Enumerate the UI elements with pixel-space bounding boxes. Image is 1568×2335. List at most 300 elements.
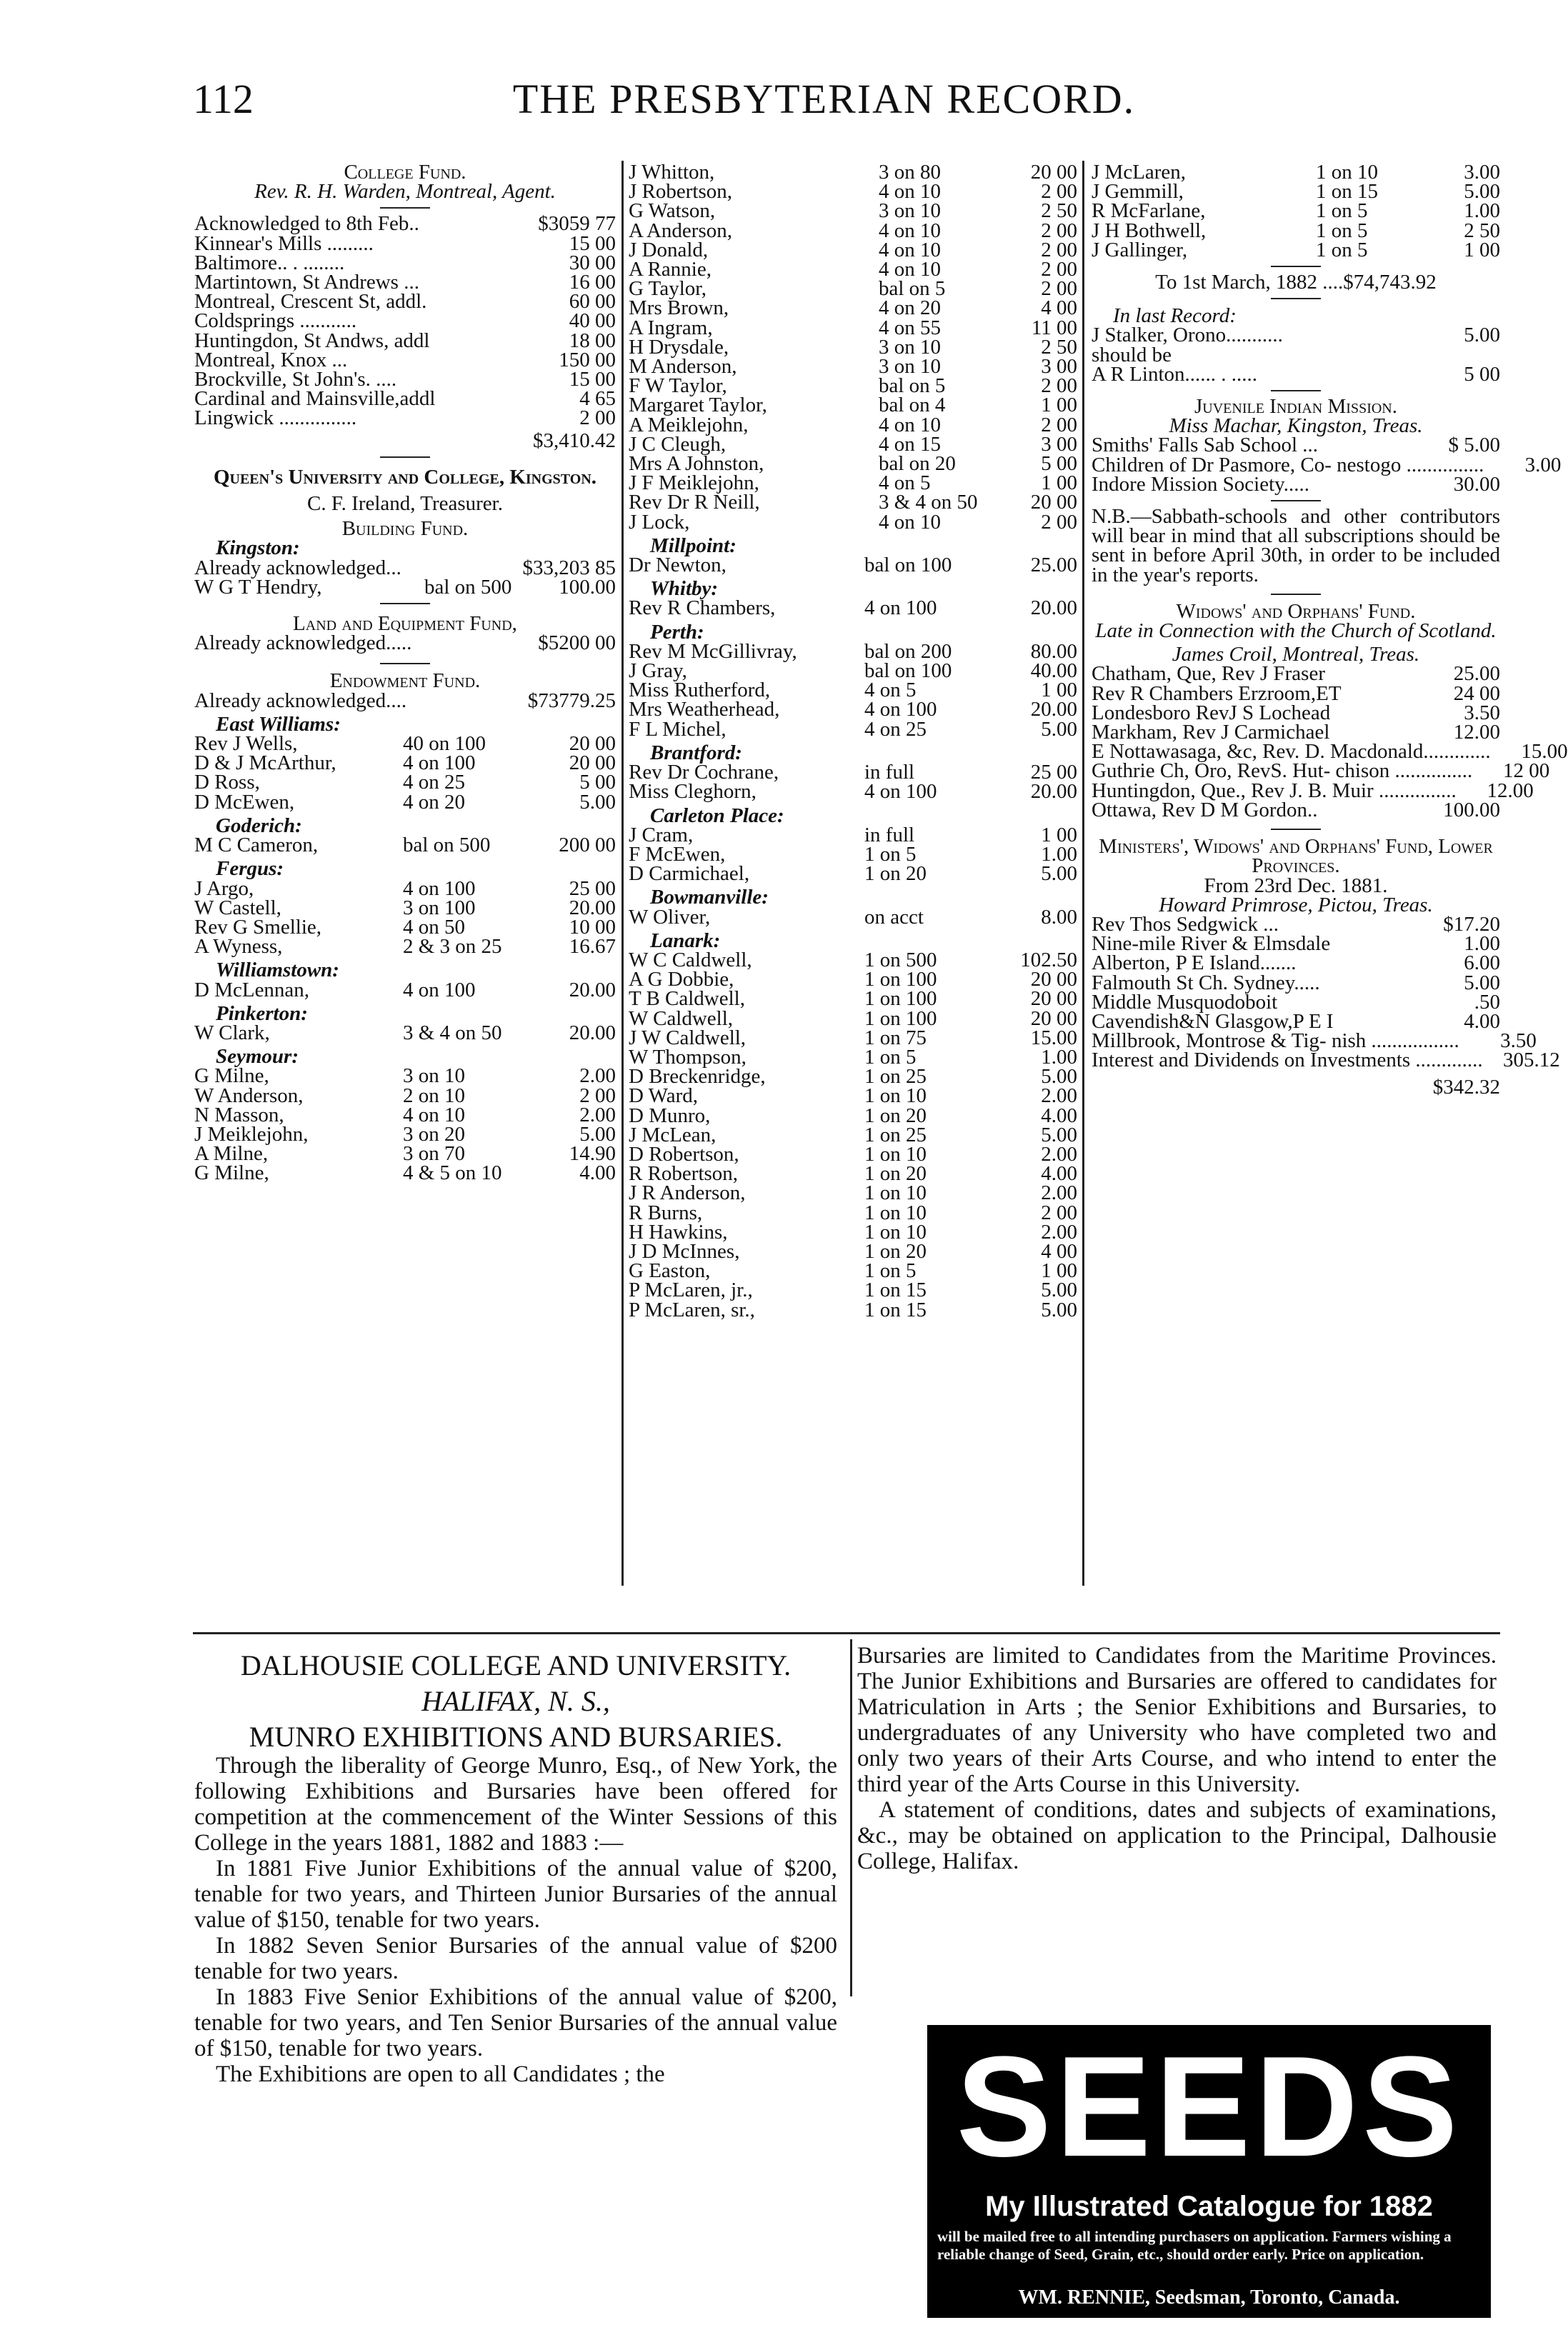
entry-detail: 4 on 100	[864, 596, 937, 620]
entry-detail: 3 on 10	[879, 199, 941, 223]
entry-name: J McLean,	[629, 1123, 716, 1146]
entry-detail: 4 on 100	[403, 978, 476, 1001]
entry-amount: 4 00	[1041, 296, 1077, 320]
entry-amount: 20 00	[569, 732, 616, 756]
entry-amount: $17.20	[1443, 912, 1500, 936]
entry-amount: $3059 77	[538, 212, 616, 236]
entry-amount: 20.00	[1030, 780, 1077, 804]
list-item	[194, 370, 616, 389]
entry-detail: bal on 100	[864, 659, 952, 683]
list-item	[194, 214, 616, 234]
entry-detail: 1 on 20	[864, 1239, 927, 1263]
entry-amount: 1.00	[1041, 842, 1077, 866]
entry-amount: 3 00	[1041, 432, 1077, 456]
entry-amount: 16 00	[569, 271, 616, 294]
entry-name: Mrs A Johnston,	[629, 452, 764, 476]
seeds-catalogue: My Illustrated Catalogue for 1882	[985, 2191, 1433, 2222]
entry-amount: 5.00	[1464, 324, 1500, 347]
entry-name: D Ross,	[194, 771, 260, 794]
list-item	[629, 396, 1077, 415]
entry-amount: 2 50	[1464, 219, 1500, 242]
list-item	[629, 221, 1077, 241]
column-right	[1092, 161, 1568, 1099]
entry-name: J W Caldwell,	[629, 1026, 746, 1049]
entry-amount: 3.50	[1464, 701, 1500, 724]
list-item	[194, 773, 616, 792]
endowment-fund-heading: Endowment Fund.	[329, 669, 481, 693]
entry-name: G Milne,	[194, 1161, 269, 1185]
list-item	[1092, 180, 1500, 204]
entry-detail: 4 on 50	[403, 915, 465, 939]
entry-name: J Gemmill,	[1092, 180, 1184, 204]
entry-amount: 20 00	[1030, 987, 1077, 1011]
entry-name: Alberton, P E Island.......	[1092, 951, 1297, 975]
entry-name: Kinnear's Mills .........	[194, 231, 374, 255]
rule	[1271, 829, 1321, 830]
ministers-heading: Ministers', Widows' and Orphans' Fund, Lower Provinces.	[1099, 835, 1493, 878]
journal-title: THE PRESBYTERIAN RECORD.	[512, 76, 1136, 122]
list-item	[1092, 1009, 1500, 1033]
entry-name: H Hawkins,	[629, 1220, 728, 1244]
column-middle	[629, 163, 1077, 1320]
entry-amount: 15 00	[569, 231, 616, 255]
entry-name: Already acknowledged...	[194, 556, 401, 579]
entry-name: D McLennan,	[194, 978, 310, 1001]
list-item	[1092, 740, 1568, 764]
entry-name: Miss Cleghorn,	[629, 780, 756, 804]
entry-name: F L Michel,	[629, 717, 726, 741]
list-item	[629, 260, 1077, 279]
list-item	[194, 915, 616, 939]
entry-amount: 15.00	[1030, 1026, 1077, 1049]
dalhousie-r1: Bursaries are limited to Candidates from the Maritime Provinces. The Junior Exhibitions and Bursaries are offered to candidates for Matriculation in Arts ; the Senior Exhibitions and Bursaries, to undergraduates of any University who have completed two and only two years of their Arts Course, and who intend to enter the third year of the Arts Course in this University.	[857, 1643, 1497, 1797]
ministers-list	[1092, 912, 1560, 1072]
entry-amount: 150 00	[559, 348, 616, 371]
entry-name: Interest and Dividends on Investments .............	[1092, 1049, 1483, 1072]
entry-amount: 11 00	[1031, 316, 1077, 339]
entry-name: D Munro,	[629, 1104, 711, 1127]
list-item	[1092, 326, 1500, 345]
entry-name: Ottawa, Rev D M Gordon..	[1092, 798, 1318, 821]
entry-detail: 3 on 10	[879, 355, 941, 379]
endowment-fund-row: Already acknowledged.... $73779.25	[194, 689, 616, 712]
entry-name: W Clark,	[194, 1021, 270, 1044]
entry-name: M Anderson,	[629, 355, 737, 379]
entry-amount: 1 00	[1041, 394, 1077, 417]
rule	[1271, 266, 1321, 267]
entry-amount: 15 00	[569, 368, 616, 391]
entry-amount: $ 5.00	[1448, 434, 1500, 457]
list-item	[629, 948, 1077, 971]
entry-amount: 2 00	[1041, 219, 1077, 242]
entry-name: W G T Hendry,	[194, 575, 322, 599]
dalhousie-p5: The Exhibitions are open to all Candidates ; the	[216, 2061, 665, 2087]
entry-amount: 2 00	[1041, 510, 1077, 534]
entry-detail: bal on 200	[864, 639, 952, 663]
place-heading: Pinkerton:	[216, 1001, 308, 1025]
list-item	[1092, 1049, 1560, 1072]
list-item	[1092, 759, 1550, 783]
entry-name: Coldsprings ...........	[194, 309, 357, 333]
entry-name: Rev G Smellie,	[194, 915, 322, 939]
entry-amount: 5.00	[1041, 862, 1077, 886]
entry-name: Londesboro RevJ S Lochead	[1092, 701, 1331, 724]
juvenile-treasurer: Miss Machar, Kingston, Treas.	[1169, 414, 1423, 438]
entry-amount: 8.00	[1041, 905, 1077, 929]
contributors-list-continued	[1092, 163, 1500, 260]
entry-detail: 1 on 500	[864, 948, 937, 971]
list-item	[629, 335, 1077, 359]
entry-amount: 2 00	[1041, 258, 1077, 281]
entry-name: Smiths' Falls Sab School ...	[1092, 434, 1319, 457]
list-item	[1092, 681, 1500, 705]
entry-detail: 4 on 10	[879, 238, 941, 261]
list-item	[194, 978, 616, 1001]
rule	[380, 603, 430, 604]
entry-detail: 3 on 20	[403, 1122, 465, 1146]
entry-name: N Masson,	[194, 1103, 284, 1126]
entry-name: A Anderson,	[629, 219, 732, 242]
entry-amount: 20.00	[569, 1021, 616, 1044]
queens-heading: Queen's University and College, Kingston.	[213, 465, 597, 489]
entry-detail: 4 on 100	[864, 698, 937, 721]
list-item	[629, 432, 1077, 456]
entry-name: Falmouth St Ch. Sydney.....	[1092, 971, 1320, 994]
entry-amount: 1.00	[1041, 1045, 1077, 1069]
entry-name: A Ingram,	[629, 316, 713, 339]
ministers-from: From 23rd Dec. 1881.	[1204, 874, 1388, 897]
entry-amount: 2.00	[1041, 1181, 1077, 1205]
entry-amount: 5.00	[1041, 1123, 1077, 1146]
entry-detail: 1 on 20	[864, 1162, 927, 1186]
entry-amount: 100.00	[1443, 798, 1500, 821]
list-item	[629, 1201, 1077, 1224]
contributors-groups	[629, 536, 1077, 1320]
entry-amount: 5.00	[1464, 180, 1500, 204]
entry-amount: 15.00	[1521, 740, 1568, 764]
entry-amount: 12.00	[1487, 779, 1534, 802]
list-item	[194, 876, 616, 900]
entry-name: Rev Dr Cochrane,	[629, 761, 779, 784]
entry-name: Middle Musquodoboit	[1092, 990, 1278, 1014]
place-heading: Brantford:	[650, 741, 742, 764]
list-item	[629, 1123, 1077, 1146]
list-item	[629, 1045, 1077, 1069]
list-item	[1092, 779, 1534, 802]
entry-amount: 5.00	[1041, 1065, 1077, 1089]
entry-name: Mrs Weatherhead,	[629, 698, 780, 721]
list-item	[1092, 912, 1500, 936]
entry-amount: 2.00	[579, 1103, 616, 1126]
list-item	[629, 989, 1077, 1009]
rule	[1271, 500, 1321, 501]
entry-amount: .50	[1474, 990, 1500, 1014]
entry-amount: 1 00	[1041, 823, 1077, 846]
list-item	[629, 905, 1077, 929]
entry-amount: 5.00	[579, 790, 616, 814]
entry-detail: bal on 5	[879, 374, 946, 398]
entry-detail: 3 on 10	[879, 335, 941, 359]
list-item	[194, 790, 616, 814]
place-kingston: Kingston:	[216, 536, 300, 560]
entry-name: Baltimore.. . ........	[194, 251, 345, 274]
entry-amount: 2 50	[1041, 335, 1077, 359]
entry-amount: 2 00	[1041, 413, 1077, 436]
entry-name: Rev Dr R Neill,	[629, 491, 760, 514]
dalhousie-notice-continued	[857, 1643, 1497, 1874]
entry-name: J Robertson,	[629, 180, 732, 204]
land-fund-row: Already acknowledged..... $5200 00	[194, 631, 616, 655]
entry-detail: 1 on 15	[864, 1298, 927, 1321]
place-heading: Perth:	[650, 620, 704, 644]
entry-amount: 2 00	[1041, 180, 1077, 204]
rule	[1271, 298, 1321, 299]
list-item	[1092, 701, 1500, 724]
list-item	[629, 454, 1077, 474]
building-fund-list	[194, 556, 616, 599]
entry-amount: 5.00	[1041, 1298, 1077, 1321]
entry-name: H Drysdale,	[629, 335, 729, 359]
list-item	[629, 970, 1077, 989]
page-header	[193, 75, 1455, 139]
entry-detail: 4 on 100	[403, 876, 476, 900]
list-item	[1092, 971, 1500, 994]
list-item	[629, 1220, 1077, 1244]
list-item	[194, 331, 616, 351]
entry-amount: 20.00	[1030, 596, 1077, 620]
entry-amount: 3.00	[1464, 161, 1500, 184]
entry-detail: 1 on 25	[864, 1065, 927, 1089]
widows-heading: Widows' and Orphans' Fund.	[1176, 599, 1416, 623]
entry-detail: 4 on 10	[879, 258, 941, 281]
entry-name: Montreal, Knox ...	[194, 348, 348, 371]
list-item	[629, 1065, 1077, 1089]
list-item	[629, 864, 1077, 884]
entry-detail: in full	[864, 823, 915, 846]
entry-name: G Watson,	[629, 199, 716, 223]
place-heading: Goderich:	[216, 814, 302, 837]
entry-detail: 4 on 100	[403, 751, 476, 775]
entry-amount: 20 00	[1030, 968, 1077, 991]
entry-detail: 4 on 5	[864, 679, 917, 702]
entry-detail: 4 on 10	[879, 510, 941, 534]
entry-name: A Milne,	[194, 1142, 269, 1166]
seeds-small-print: will be mailed free to all intending purchasers on application. Farmers wishing a reliable change of Seed, Grain, etc., should order early. Price on application.	[937, 2228, 1452, 2263]
entry-amount: 16.67	[569, 935, 616, 959]
dalhousie-title: DALHOUSIE COLLEGE AND UNIVERSITY.	[240, 1649, 792, 1681]
college-fund-list	[194, 214, 616, 428]
place-heading: Millpoint:	[650, 534, 736, 557]
list-item	[1092, 990, 1500, 1014]
list-item	[629, 279, 1077, 299]
entry-amount: 200 00	[559, 834, 616, 857]
list-item	[194, 231, 616, 255]
list-item	[629, 1261, 1077, 1281]
entry-name: D Carmichael,	[629, 862, 750, 886]
entry-amount: 2 00	[579, 406, 616, 430]
entry-name: R McFarlane,	[1092, 199, 1206, 223]
entry-name: D Ward,	[629, 1084, 698, 1108]
entry-amount: 100.00	[559, 575, 616, 599]
entry-amount: 5 00	[579, 771, 616, 794]
list-item	[1092, 221, 1500, 241]
entry-name: Montreal, Crescent St, addl.	[194, 290, 427, 314]
entry-amount: 25.00	[1453, 662, 1500, 686]
place-heading: Bowmanville:	[650, 886, 769, 909]
entry-detail: 3 on 70	[403, 1142, 465, 1166]
entry-amount: 20 00	[569, 751, 616, 775]
entry-detail: on acct	[864, 905, 924, 929]
entry-amount: 20 00	[1030, 161, 1077, 184]
entry-detail: bal on 5	[879, 277, 946, 301]
dalhousie-notice	[194, 1650, 837, 2087]
entry-detail: 2 on 10	[403, 1084, 465, 1107]
entry-name: should be	[1092, 343, 1172, 366]
entry-detail: 1 on 75	[864, 1026, 927, 1049]
entry-amount: 2 00	[1041, 374, 1077, 398]
entry-detail: 4 on 15	[879, 432, 941, 456]
entry-detail: bal on 4	[879, 394, 946, 417]
entry-name: P McLaren, jr.,	[629, 1279, 753, 1302]
entry-amount: 10 00	[569, 915, 616, 939]
entry-name: D Robertson,	[629, 1142, 739, 1166]
entry-name: Margaret Taylor,	[629, 394, 767, 417]
entry-detail: 1 on 5	[1316, 219, 1368, 242]
list-item	[194, 1144, 616, 1164]
list-item	[629, 163, 1077, 182]
entry-detail: 1 on 5	[864, 1259, 917, 1283]
rule	[380, 207, 430, 209]
building-fund-heading: Building Fund.	[341, 517, 469, 541]
entry-name: Miss Rutherford,	[629, 679, 771, 702]
entry-name: D & J McArthur,	[194, 751, 336, 775]
list-item	[629, 1298, 1077, 1321]
column-left	[194, 163, 616, 1184]
entry-name: J Donald,	[629, 238, 709, 261]
entry-name: D McEwen,	[194, 790, 295, 814]
entry-detail: 3 on 100	[403, 896, 476, 919]
juvenile-list	[1092, 434, 1562, 496]
dalhousie-p2: In 1881 Five Junior Exhibitions of the annual value of $200, tenable for two years, and Thirteen Junior Bursaries of the annual value of $150, tenable for two years.	[194, 1856, 837, 1933]
entry-amount: 5 00	[1041, 452, 1077, 476]
widows-list	[1092, 662, 1568, 821]
list-item	[629, 413, 1077, 436]
list-item	[194, 896, 616, 919]
list-item	[629, 596, 1077, 620]
seeds-advertisement	[927, 2025, 1491, 2318]
entry-amount: 4.00	[1041, 1104, 1077, 1127]
entry-name: J R Anderson,	[629, 1181, 746, 1205]
entry-name: F McEwen,	[629, 842, 726, 866]
entry-detail: bal on 500	[424, 575, 512, 599]
section-divider	[193, 1632, 1500, 1634]
entry-detail: 2 & 3 on 25	[403, 935, 502, 959]
entry-detail: 40 on 100	[403, 732, 486, 756]
list-item	[629, 238, 1077, 261]
entry-amount: 305.12	[1502, 1049, 1560, 1072]
entry-amount: 5.00	[579, 1122, 616, 1146]
list-item	[194, 734, 616, 754]
list-item	[629, 556, 1077, 575]
entry-detail: 1 on 100	[864, 1006, 937, 1030]
entry-name: A G Dobbie,	[629, 968, 734, 991]
list-item	[629, 510, 1077, 534]
rule	[1271, 594, 1321, 595]
place-heading: Fergus:	[216, 857, 284, 881]
entry-amount: 12 00	[1503, 759, 1550, 783]
entry-amount: 1.00	[1464, 932, 1500, 956]
list-item	[629, 681, 1077, 700]
entry-name: G Taylor,	[629, 277, 707, 301]
entry-name: W Castell,	[194, 896, 281, 919]
entry-name: W C Caldwell,	[629, 948, 752, 971]
list-item	[629, 355, 1077, 379]
list-item	[629, 763, 1077, 782]
entry-amount: 4 00	[1041, 1239, 1077, 1263]
entry-detail: 1 on 10	[864, 1181, 927, 1205]
list-item	[1092, 453, 1562, 476]
entry-name: Huntingdon, Que., Rev J. B. Muir ...............	[1092, 779, 1457, 802]
entry-amount: 30 00	[569, 251, 616, 274]
entry-amount: 4.00	[1464, 1009, 1500, 1033]
entry-name: J D McInnes,	[629, 1239, 740, 1263]
list-item	[1092, 798, 1500, 821]
list-item	[629, 1181, 1077, 1205]
list-item	[629, 661, 1077, 681]
entry-amount: 60 00	[569, 290, 616, 314]
entry-amount: 25.00	[1030, 554, 1077, 577]
entry-amount: 20 00	[1030, 1006, 1077, 1030]
entry-detail: 4 on 10	[879, 219, 941, 242]
entry-detail: bal on 100	[864, 554, 952, 577]
entry-name: A Wyness,	[194, 935, 283, 959]
entry-name: Children of Dr Pasmore, Co- nestogo ...............	[1092, 453, 1484, 476]
contributors-list	[629, 163, 1077, 532]
list-item	[1092, 362, 1500, 386]
list-item	[194, 1103, 616, 1126]
entry-name: G Milne,	[194, 1064, 269, 1088]
list-item	[629, 201, 1077, 221]
entry-detail: 1 on 100	[864, 968, 937, 991]
total-to-march: To 1st March, 1882 ....$74,743.92	[1155, 271, 1437, 294]
list-item	[629, 1106, 1077, 1126]
entry-amount: 1 00	[1464, 238, 1500, 261]
list-item	[629, 1006, 1077, 1030]
entry-amount: 6.00	[1464, 951, 1500, 975]
entry-amount: 18 00	[569, 329, 616, 352]
entry-amount: 2.00	[1041, 1142, 1077, 1166]
entry-amount: 80.00	[1030, 639, 1077, 663]
entry-name: Lingwick ...............	[194, 406, 357, 430]
list-item	[629, 842, 1077, 866]
seeds-address: WM. RENNIE, Seedsman, Toronto, Canada.	[1018, 2286, 1400, 2309]
entry-amount: 1 00	[1041, 1259, 1077, 1283]
dalhousie-p1: Through the liberality of George Munro, Esq., of New York, the following Exhibitions and Bursaries have been offered for competition at the commencement of the Winter Sessions of this College in the years 1881, 1882 and 1883 :—	[194, 1753, 837, 1856]
entry-amount: 4.00	[579, 1161, 616, 1185]
entry-detail: 4 on 55	[879, 316, 941, 339]
entry-name: W Thompson,	[629, 1045, 746, 1069]
list-item	[629, 1026, 1077, 1049]
dalhousie-subtitle: MUNRO EXHIBITIONS AND BURSARIES.	[249, 1721, 783, 1753]
entry-detail: 1 on 5	[1316, 238, 1368, 261]
entry-amount: 3 00	[1041, 355, 1077, 379]
entry-amount: 2 00	[579, 1084, 616, 1107]
list-item	[194, 251, 616, 274]
entry-detail: 1 on 5	[864, 1045, 917, 1069]
entry-name: Rev M McGillivray,	[629, 639, 797, 663]
list-item	[629, 296, 1077, 320]
entry-amount: 2.00	[579, 1064, 616, 1088]
